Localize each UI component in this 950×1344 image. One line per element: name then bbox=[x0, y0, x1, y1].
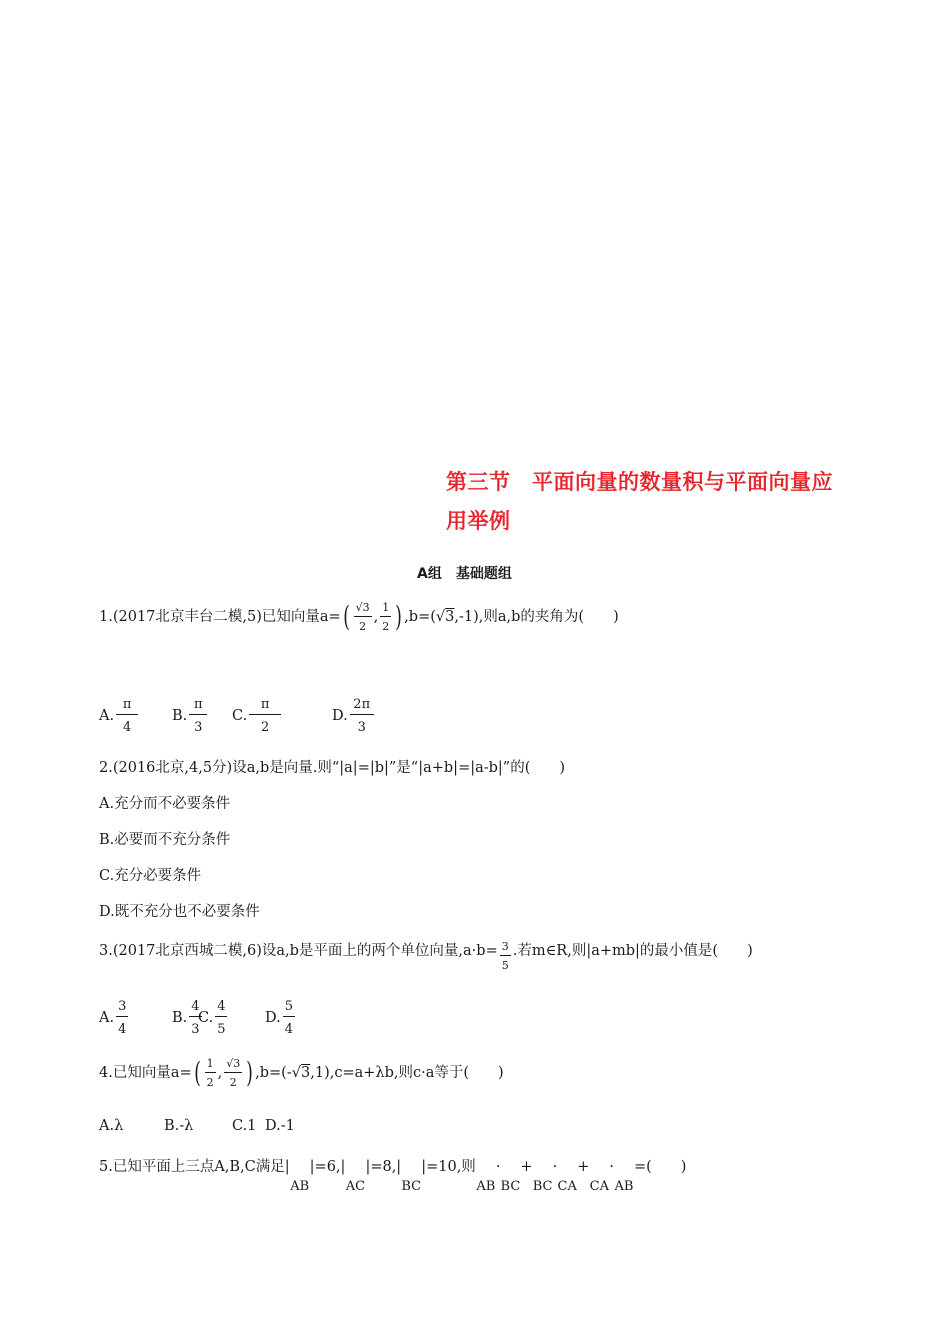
q4-right-paren: ) bbox=[246, 1056, 253, 1090]
q4-ax-den: 2 bbox=[206, 1075, 214, 1089]
q3-stem-pre: 3.(2017北京西城二模,6)设a,b是平面上的两个单位向量,a·b= bbox=[99, 943, 498, 959]
q1-ax-den: 2 bbox=[359, 619, 367, 633]
q1-option-a-fraction bbox=[116, 698, 138, 734]
q1-left-paren: ( bbox=[342, 600, 350, 634]
q4-option-a: A.λ bbox=[99, 1118, 124, 1134]
q2-option-a: A.充分而不必要条件 bbox=[99, 796, 231, 812]
q5-dot-3: · bbox=[609, 1159, 614, 1175]
q1-option-b-fraction bbox=[189, 698, 207, 734]
q5-vector-ab-2 bbox=[476, 1155, 496, 1194]
q3-option-a-num: 3 bbox=[116, 1000, 128, 1017]
q1-option-d-fraction bbox=[350, 698, 374, 734]
q1-option-a-num: π bbox=[116, 698, 138, 715]
q1-stem-post: ,-1),则a,b的夹角为( ) bbox=[454, 609, 619, 626]
q3-option-c-den: 5 bbox=[217, 1021, 226, 1037]
q3-option-c-label: C. bbox=[198, 1010, 214, 1027]
q1-option-a bbox=[99, 698, 140, 734]
q1-option-c-num: π bbox=[249, 698, 281, 715]
q1-option-d-label: D. bbox=[332, 708, 348, 725]
q5-stem-pre: 5.已知平面上三点A,B,C满足| bbox=[99, 1159, 290, 1175]
section-title-line1: 第三节 平面向量的数量积与平面向量应 bbox=[446, 470, 833, 494]
q3-option-c-num: 4 bbox=[215, 1000, 227, 1017]
q5-plus-1: + bbox=[520, 1159, 533, 1175]
q5-vector-ab-1 bbox=[290, 1155, 310, 1194]
q1-stem-pre: 1.(2017北京丰台二模,5)已知向量a= bbox=[99, 609, 341, 626]
q1-ax-fraction bbox=[354, 602, 372, 632]
q5-dot-2: · bbox=[552, 1159, 558, 1175]
q4-sqrt-radicand: 3 bbox=[301, 1065, 311, 1082]
q5-vector-ab-3-label: AB bbox=[614, 1179, 634, 1194]
q5-stem-end: =( ) bbox=[633, 1159, 687, 1175]
q5-plus-2: + bbox=[577, 1159, 590, 1175]
q3-option-a-label: A. bbox=[99, 1010, 115, 1027]
q5-stem-p2: |=8,| bbox=[365, 1159, 402, 1175]
q1-option-a-den: 4 bbox=[122, 719, 132, 735]
q3-option-a-den: 4 bbox=[118, 1021, 127, 1037]
q1-option-b-num: π bbox=[189, 698, 207, 715]
q5-vector-ac bbox=[345, 1155, 365, 1194]
q3-option-c-fraction bbox=[215, 1000, 227, 1036]
q3-option-d bbox=[265, 1000, 297, 1036]
q1-ay-den: 2 bbox=[382, 619, 390, 633]
question-5 bbox=[99, 1155, 686, 1194]
q2-option-d: D.既不充分也不必要条件 bbox=[99, 904, 260, 920]
q5-vector-bc-2 bbox=[500, 1155, 520, 1194]
q5-vector-bc-3 bbox=[533, 1155, 553, 1194]
section-title-line2: 用举例 bbox=[446, 509, 511, 533]
q3-stem-post: .若m∈R,则|a+mb|的最小值是( ) bbox=[512, 943, 753, 959]
q3-option-b-label: B. bbox=[172, 1010, 188, 1027]
q3-option-c bbox=[198, 1000, 229, 1036]
q1-right-paren: ) bbox=[395, 600, 402, 634]
question-1: 1.(2017北京丰台二模,5)已知向量a=( $\frac{√3}{2}$ , $\frac{1}{2}$ ) ,b=(√3,-1),则a,b的夹角为( ) bbox=[99, 600, 619, 634]
q1-sqrt-radicand: 3 bbox=[445, 609, 455, 626]
question-3 bbox=[99, 939, 753, 972]
q1-option-b-den: 3 bbox=[194, 719, 203, 735]
q5-vector-ab-1-label: AB bbox=[290, 1179, 310, 1194]
q1-option-c bbox=[232, 698, 283, 734]
q4-ay-den: 2 bbox=[229, 1075, 237, 1089]
q4-ay-num: √3 bbox=[224, 1058, 242, 1073]
q1-ay-fraction bbox=[380, 602, 391, 632]
q3-frac-den: 5 bbox=[501, 959, 509, 972]
q4-sqrt: √3 bbox=[291, 1065, 311, 1082]
question-4: 4.已知向量a=( $\frac{1}{2}$ , $\frac{√3}{2}$ ) ,b=(-√3,1),c=a+λb,则c·a等于( ) bbox=[99, 1056, 504, 1090]
q4-option-c: C.1 bbox=[232, 1118, 257, 1134]
q1-option-a-label: A. bbox=[99, 708, 115, 725]
q2-option-c: C.充分必要条件 bbox=[99, 868, 202, 884]
q5-vector-bc-1-label: BC bbox=[401, 1179, 422, 1194]
q4-option-b: B.-λ bbox=[164, 1118, 194, 1134]
q4-ax-fraction bbox=[205, 1058, 216, 1088]
q5-vector-ab-2-label: AB bbox=[476, 1179, 496, 1194]
q4-left-paren: ( bbox=[193, 1056, 201, 1090]
q1-option-b bbox=[172, 698, 209, 734]
q5-vector-ca-1-label: CA bbox=[557, 1179, 577, 1194]
q3-option-d-num: 5 bbox=[283, 1000, 295, 1017]
q1-option-c-fraction bbox=[249, 698, 281, 734]
q1-ax-num: √3 bbox=[354, 602, 372, 617]
q3-option-d-den: 4 bbox=[284, 1021, 293, 1037]
q1-stem-mid: ,b=( bbox=[404, 609, 436, 626]
q3-option-d-label: D. bbox=[265, 1010, 281, 1027]
q1-option-d-den: 3 bbox=[357, 719, 366, 735]
q3-option-d-fraction bbox=[283, 1000, 295, 1036]
q5-vector-ab-3 bbox=[614, 1155, 634, 1194]
q1-ay-num: 1 bbox=[380, 602, 391, 617]
q5-vector-bc-1 bbox=[401, 1155, 421, 1194]
q4-stem-post: ,1),c=a+λb,则c·a等于( ) bbox=[310, 1065, 504, 1082]
q3-fraction bbox=[500, 941, 511, 971]
q5-dot-1: · bbox=[495, 1159, 501, 1175]
q3-frac-num: 3 bbox=[500, 941, 511, 956]
q1-option-d bbox=[332, 698, 376, 734]
q2-option-b: B.必要而不充分条件 bbox=[99, 832, 231, 848]
q5-stem-p1: |=6,| bbox=[309, 1159, 346, 1175]
q5-vector-ca-2 bbox=[589, 1155, 609, 1194]
q1-option-c-den: 2 bbox=[261, 719, 270, 735]
q3-option-a-fraction bbox=[116, 1000, 128, 1036]
q1-option-b-label: B. bbox=[172, 708, 188, 725]
q5-stem-p3: |=10,则 bbox=[421, 1159, 476, 1175]
q1-option-d-num: 2π bbox=[350, 698, 374, 715]
q3-option-a bbox=[99, 1000, 130, 1036]
group-heading: A组 基础题组 bbox=[417, 566, 512, 582]
q5-vector-ac-label: AC bbox=[345, 1179, 366, 1194]
q4-ay-fraction bbox=[224, 1058, 242, 1088]
question-2: 2.(2016北京,4,5分)设a,b是向量.则“|a|=|b|”是“|a+b|=|a-b|”的( ) bbox=[99, 760, 566, 776]
q5-vector-ca-2-label: CA bbox=[589, 1179, 610, 1194]
q3-option-b-num: 4 bbox=[189, 1000, 201, 1017]
q3-option-b-den: 3 bbox=[191, 1021, 200, 1037]
q5-vector-bc-2-label: BC bbox=[500, 1179, 521, 1194]
q4-ax-num: 1 bbox=[205, 1058, 216, 1073]
q4-stem-mid: ,b=(- bbox=[255, 1065, 292, 1082]
q5-vector-bc-3-label: BC bbox=[532, 1179, 553, 1194]
q4-stem-pre: 4.已知向量a= bbox=[99, 1065, 192, 1082]
q1-option-c-label: C. bbox=[232, 708, 248, 725]
q5-vector-ca-1 bbox=[557, 1155, 577, 1194]
q4-option-d: D.-1 bbox=[265, 1118, 295, 1134]
q1-sqrt: √3 bbox=[435, 609, 455, 626]
